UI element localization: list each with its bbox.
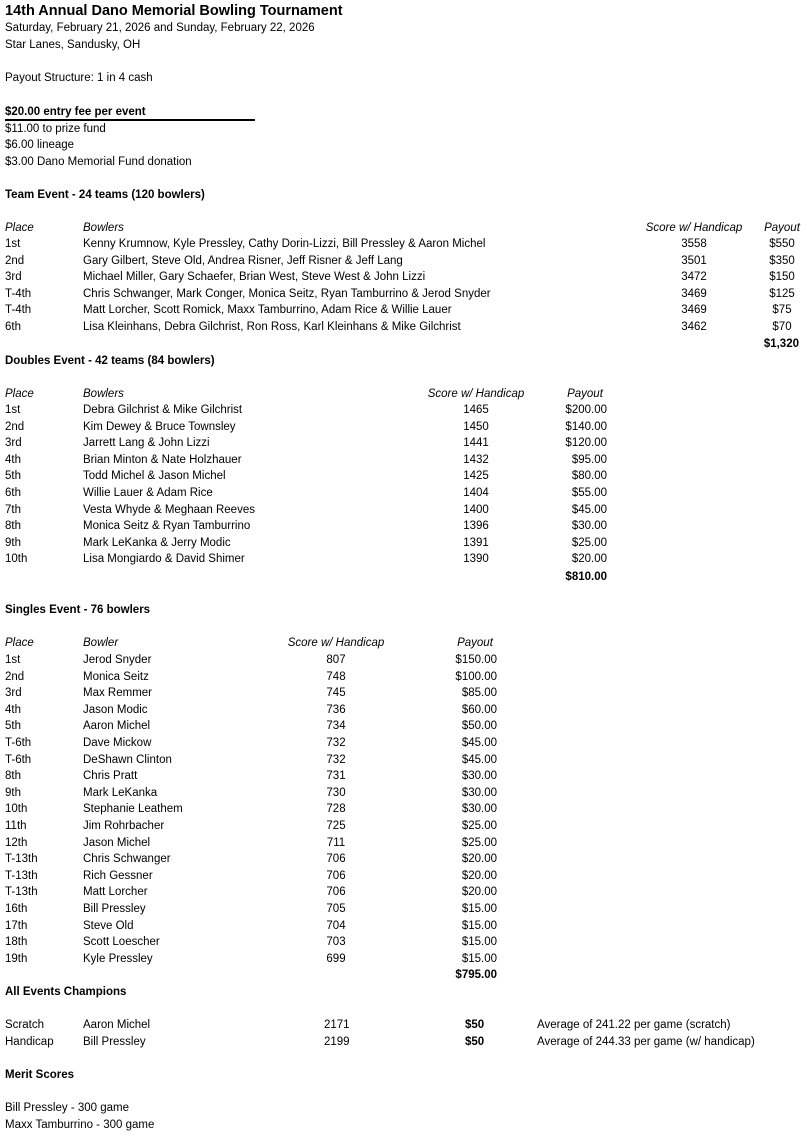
score-cell: 1391 — [463, 536, 489, 549]
place-cell: 1st — [5, 238, 21, 250]
bowler-cell: Mark LeKanka — [83, 786, 158, 799]
column-header-place: Place — [5, 388, 34, 400]
place-cell: 3rd — [5, 437, 22, 450]
bowlers-cell: Chris Schwanger, Mark Conger, Monica Seitz, Ryan Tamburrino & Jerod Snyder — [83, 287, 491, 300]
payout-cell: $55.00 — [571, 487, 607, 499]
place-cell: 3rd — [5, 687, 22, 700]
bowlers-cell: Lisa Mongiardo & David Shimer — [83, 553, 245, 566]
score-cell: 732 — [326, 737, 346, 749]
payout-cell: $30.00 — [571, 520, 607, 533]
table-row — [0, 884, 807, 900]
column-header-score: Score w/ Handicap — [427, 388, 525, 400]
table-row — [0, 402, 807, 418]
payout-cell: $20.00 — [461, 853, 497, 866]
bowler-cell: DeShawn Clinton — [83, 753, 172, 766]
payout-cell: $45.00 — [461, 753, 497, 766]
bowlers-cell: Willie Lauer & Adam Rice — [83, 487, 213, 499]
bowler-cell: Chris Pratt — [83, 770, 138, 783]
table-row — [0, 702, 807, 718]
table-row — [0, 468, 807, 484]
table-row — [0, 735, 807, 751]
bowler-cell: Aaron Michel — [83, 1019, 151, 1031]
category-cell: Handicap — [5, 1035, 54, 1048]
fee-item: $11.00 to prize fund — [5, 123, 106, 135]
score-cell: 730 — [326, 786, 346, 799]
merit-score-item: Maxx Tamburrino - 300 game — [5, 1119, 155, 1131]
payout-cell: $150 — [769, 271, 795, 284]
average-note: Average of 241.22 per game (scratch) — [537, 1019, 731, 1031]
doubles-table-header — [0, 386, 807, 402]
payout-structure: Payout Structure: 1 in 4 cash — [5, 72, 153, 84]
table-row — [0, 485, 807, 501]
score-cell: 1425 — [463, 470, 489, 483]
score-cell: 736 — [326, 703, 346, 716]
bowler-cell: Bill Pressley — [83, 1035, 146, 1048]
team-event-heading: Team Event - 24 teams (120 bowlers) — [5, 189, 205, 201]
place-cell: 12th — [5, 836, 28, 849]
score-cell: 706 — [326, 853, 346, 866]
payout-cell: $15.00 — [461, 952, 497, 965]
score-cell: 3469 — [681, 287, 707, 300]
place-cell: 3rd — [5, 271, 22, 284]
table-row — [0, 801, 807, 817]
table-row — [0, 302, 807, 318]
bowler-cell: Kyle Pressley — [83, 952, 153, 965]
table-row — [0, 502, 807, 518]
score-cell: 3469 — [681, 304, 707, 317]
table-row — [0, 669, 807, 685]
payout-cell: $70 — [772, 321, 792, 333]
table-row — [0, 535, 807, 551]
payout-cell: $50.00 — [461, 720, 497, 733]
table-row — [0, 652, 807, 668]
score-cell: 731 — [326, 770, 346, 783]
place-cell: 17th — [5, 919, 28, 932]
table-row — [0, 685, 807, 701]
bowler-cell: Scott Loescher — [83, 936, 160, 949]
score-cell: 703 — [326, 936, 346, 949]
doubles-event-heading: Doubles Event - 42 teams (84 bowlers) — [5, 355, 215, 367]
place-cell: T-13th — [5, 886, 38, 899]
bowler-cell: Aaron Michel — [83, 720, 151, 733]
column-header-bowlers: Bowlers — [83, 222, 124, 234]
place-cell: 8th — [5, 770, 21, 783]
payout-cell: $100.00 — [455, 670, 497, 683]
score-cell: 1432 — [463, 453, 489, 466]
table-row — [0, 934, 807, 950]
place-cell: T-4th — [5, 304, 32, 317]
place-cell: 6th — [5, 487, 21, 499]
table-row — [0, 768, 807, 784]
place-cell: 5th — [5, 720, 21, 733]
payout-cell: $25.00 — [571, 536, 607, 549]
score-cell: 699 — [326, 952, 346, 965]
column-header-score: Score w/ Handicap — [645, 222, 743, 234]
place-cell: 9th — [5, 536, 21, 549]
column-header-payout: Payout — [764, 222, 800, 234]
team-total-payout: $1,320 — [763, 338, 799, 350]
payout-cell: $60.00 — [461, 703, 497, 716]
payout-cell: $150.00 — [455, 654, 497, 666]
bowler-cell: Bill Pressley — [83, 903, 146, 915]
score-cell: 734 — [326, 720, 346, 733]
column-header-bowler: Bowler — [83, 637, 119, 649]
place-cell: 6th — [5, 321, 21, 333]
bowlers-cell: Vesta Whyde & Meghaan Reeves — [83, 503, 255, 516]
place-cell: 2nd — [5, 420, 25, 433]
bowler-cell: Jason Modic — [83, 703, 148, 716]
average-note: Average of 244.33 per game (w/ handicap) — [537, 1035, 755, 1048]
place-cell: 9th — [5, 786, 21, 799]
bowlers-cell: Jarrett Lang & John Lizzi — [83, 437, 210, 450]
column-header-place: Place — [5, 637, 34, 649]
table-row — [0, 269, 807, 285]
payout-cell: $45.00 — [571, 503, 607, 516]
score-cell: 807 — [326, 654, 346, 666]
merit-score-item: Bill Pressley - 300 game — [5, 1102, 129, 1114]
payout-cell: $200.00 — [565, 404, 607, 416]
table-row — [0, 452, 807, 468]
table-row — [0, 236, 807, 252]
fee-item: $3.00 Dano Memorial Fund donation — [5, 156, 192, 168]
bowlers-cell: Debra Gilchrist & Mike Gilchrist — [83, 404, 243, 416]
score-cell: 3462 — [681, 321, 707, 333]
bowlers-cell: Mark LeKanka & Jerry Modic — [83, 536, 231, 549]
place-cell: 16th — [5, 903, 28, 915]
score-cell: 1400 — [463, 503, 489, 516]
table-row — [0, 319, 807, 335]
table-row — [0, 851, 807, 867]
bowlers-cell: Monica Seitz & Ryan Tamburrino — [83, 520, 251, 533]
payout-cell: $550 — [769, 238, 795, 250]
table-row — [0, 901, 807, 917]
payout-cell: $125 — [769, 287, 795, 300]
singles-table-header — [0, 635, 807, 651]
bowler-cell: Jim Rohrbacher — [83, 820, 165, 832]
score-cell: 2199 — [324, 1035, 350, 1048]
score-cell: 732 — [326, 753, 346, 766]
score-cell: 1441 — [463, 437, 489, 450]
bowler-cell: Monica Seitz — [83, 670, 149, 683]
team-table-header — [0, 220, 807, 236]
place-cell: T-13th — [5, 869, 38, 882]
table-row — [0, 951, 807, 967]
place-cell: 10th — [5, 803, 28, 816]
table-row — [0, 835, 807, 851]
place-cell: 2nd — [5, 254, 25, 267]
document-title: 14th Annual Dano Memorial Bowling Tournament — [5, 3, 343, 19]
place-cell: 4th — [5, 703, 21, 716]
bowlers-cell: Gary Gilbert, Steve Old, Andrea Risner, Jeff Risner & Jeff Lang — [83, 254, 403, 267]
payout-cell: $15.00 — [461, 936, 497, 949]
score-cell: 728 — [326, 803, 346, 816]
place-cell: 7th — [5, 503, 21, 516]
event-dates: Saturday, February 21, 2026 and Sunday, February 22, 2026 — [5, 22, 315, 34]
payout-cell: $140.00 — [565, 420, 607, 433]
bowler-cell: Dave Mickow — [83, 737, 152, 749]
table-row — [0, 419, 807, 435]
table-row — [0, 718, 807, 734]
table-row — [0, 253, 807, 269]
place-cell: 1st — [5, 404, 21, 416]
table-row — [0, 868, 807, 884]
score-cell: 705 — [326, 903, 346, 915]
payout-cell: $350 — [769, 254, 795, 267]
place-cell: T-4th — [5, 287, 32, 300]
merit-scores-heading: Merit Scores — [5, 1069, 75, 1081]
payout-cell: $15.00 — [461, 919, 497, 932]
bowler-cell: Steve Old — [83, 919, 134, 932]
score-cell: 748 — [326, 670, 346, 683]
score-cell: 745 — [326, 687, 346, 700]
table-row — [0, 818, 807, 834]
payout-cell: $120.00 — [565, 437, 607, 450]
place-cell: 8th — [5, 520, 21, 533]
payout-cell: $15.00 — [461, 903, 497, 915]
singles-total-payout: $795.00 — [455, 969, 497, 981]
entry-fee-heading: $20.00 entry fee per event — [5, 106, 146, 118]
column-header-bowlers: Bowlers — [83, 388, 124, 400]
payout-cell: $80.00 — [571, 470, 607, 483]
bowler-cell: Matt Lorcher — [83, 886, 148, 899]
bowlers-cell: Brian Minton & Nate Holzhauer — [83, 453, 242, 466]
place-cell: T-13th — [5, 853, 38, 866]
place-cell: 10th — [5, 553, 28, 566]
bowlers-cell: Michael Miller, Gary Schaefer, Brian West, Steve West & John Lizzi — [83, 271, 426, 284]
place-cell: 11th — [5, 820, 27, 832]
bowler-cell: Max Remmer — [83, 687, 153, 700]
payout-cell: $85.00 — [461, 687, 497, 700]
payout-cell: $95.00 — [571, 453, 607, 466]
payout-cell: $50 — [465, 1019, 485, 1031]
bowler-cell: Rich Gessner — [83, 869, 153, 882]
place-cell: 4th — [5, 453, 21, 466]
score-cell: 3501 — [681, 254, 707, 267]
table-row — [0, 785, 807, 801]
column-header-payout: Payout — [567, 388, 603, 400]
score-cell: 1396 — [463, 520, 489, 533]
score-cell: 711 — [326, 836, 346, 849]
score-cell: 1450 — [463, 420, 489, 433]
table-row — [0, 518, 807, 534]
table-row — [0, 435, 807, 451]
score-cell: 704 — [326, 919, 346, 932]
score-cell: 3558 — [681, 238, 707, 250]
all-events-heading: All Events Champions — [5, 986, 127, 998]
table-row — [0, 1034, 807, 1050]
table-row — [0, 286, 807, 302]
score-cell: 1404 — [463, 487, 489, 499]
place-cell: 19th — [5, 952, 28, 965]
singles-event-heading: Singles Event - 76 bowlers — [5, 604, 151, 616]
table-row — [0, 551, 807, 567]
place-cell: 2nd — [5, 670, 25, 683]
event-location: Star Lanes, Sandusky, OH — [5, 39, 141, 51]
bowlers-cell: Matt Lorcher, Scott Romick, Maxx Tamburrino, Adam Rice & Willie Lauer — [83, 304, 452, 317]
score-cell: 3472 — [681, 271, 707, 284]
place-cell: 1st — [5, 654, 21, 666]
doubles-total-payout: $810.00 — [565, 571, 607, 583]
table-row — [0, 918, 807, 934]
column-header-score: Score w/ Handicap — [287, 637, 385, 649]
bowler-cell: Chris Schwanger — [83, 853, 171, 866]
place-cell: 18th — [5, 936, 28, 949]
payout-cell: $75 — [772, 304, 792, 317]
bowler-cell: Stephanie Leathem — [83, 803, 183, 816]
score-cell: 706 — [326, 869, 346, 882]
payout-cell: $25.00 — [461, 836, 497, 849]
score-cell: 725 — [326, 820, 346, 832]
column-header-payout: Payout — [457, 637, 493, 649]
payout-cell: $30.00 — [461, 786, 497, 799]
payout-cell: $25.00 — [461, 820, 497, 832]
payout-cell: $30.00 — [461, 770, 497, 783]
place-cell: T-6th — [5, 753, 32, 766]
payout-cell: $20.00 — [461, 869, 497, 882]
payout-cell: $30.00 — [461, 803, 497, 816]
score-cell: 2171 — [324, 1019, 350, 1031]
place-cell: T-6th — [5, 737, 32, 749]
payout-cell: $45.00 — [461, 737, 497, 749]
score-cell: 1465 — [463, 404, 489, 416]
table-row — [0, 1017, 807, 1033]
score-cell: 1390 — [463, 553, 489, 566]
category-cell: Scratch — [5, 1019, 44, 1031]
bowlers-cell: Lisa Kleinhans, Debra Gilchrist, Ron Ross, Karl Kleinhans & Mike Gilchrist — [83, 321, 461, 333]
bowlers-cell: Todd Michel & Jason Michel — [83, 470, 226, 483]
place-cell: 5th — [5, 470, 21, 483]
payout-cell: $20.00 — [571, 553, 607, 566]
bowlers-cell: Kim Dewey & Bruce Townsley — [83, 420, 236, 433]
bowler-cell: Jason Michel — [83, 836, 151, 849]
table-row — [0, 752, 807, 768]
column-header-place: Place — [5, 222, 34, 234]
fee-item: $6.00 lineage — [5, 139, 75, 151]
payout-cell: $20.00 — [461, 886, 497, 899]
score-cell: 706 — [326, 886, 346, 899]
bowler-cell: Jerod Snyder — [83, 654, 152, 666]
payout-cell: $50 — [465, 1035, 485, 1048]
bowlers-cell: Kenny Krumnow, Kyle Pressley, Cathy Dorin-Lizzi, Bill Pressley & Aaron Michel — [83, 238, 486, 250]
